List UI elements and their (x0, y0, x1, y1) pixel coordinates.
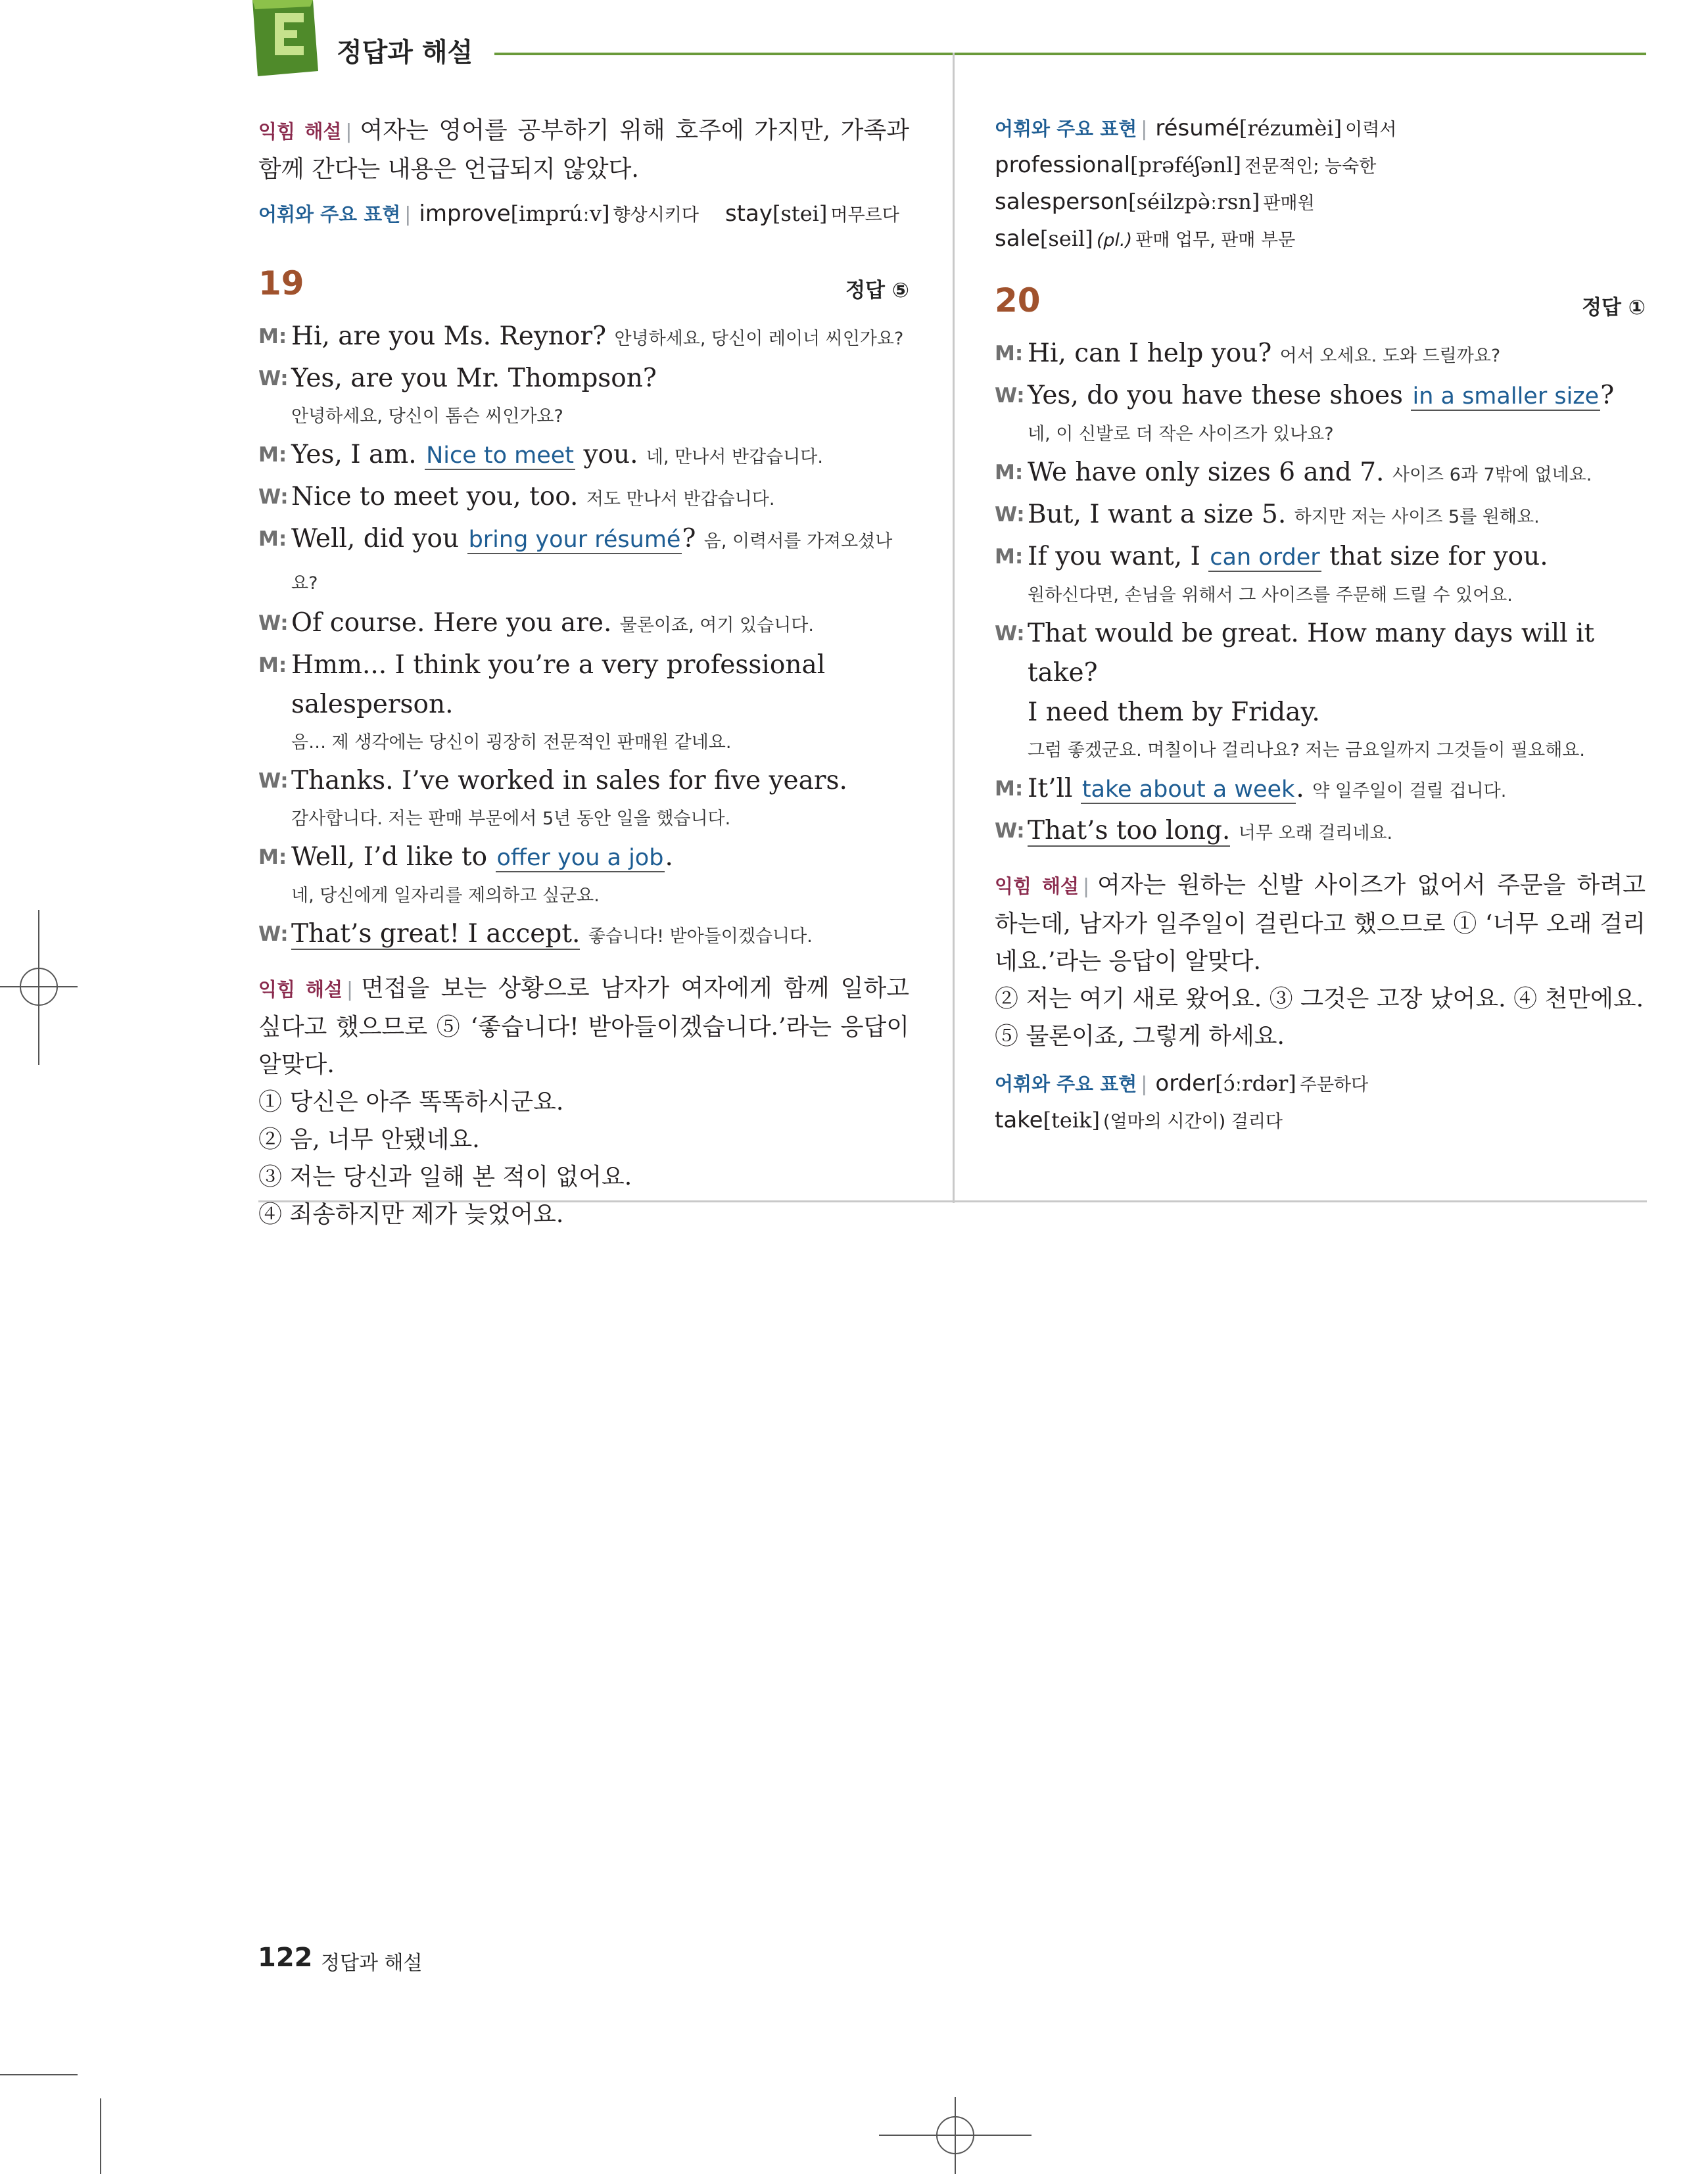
dialogue (258, 317, 909, 957)
vocab-phonetic: [teik] (1043, 1108, 1100, 1133)
dialogue-line (995, 614, 1646, 693)
translation-line: 그럼 좋겠군요. 며칠이나 걸리나요? 저는 금요일까지 그것들이 필요해요. (1028, 740, 1585, 761)
vocab-row (995, 222, 1646, 259)
explain-text: 면접을 보는 상황으로 남자가 여자에게 함께 일하고 싶다고 했으므로 ⑤ ‘좋습니다! 받아들이겠습니다.’라는 응답이 알맞다. (258, 975, 909, 1078)
english-text: We have only sizes 6 and 7. (1028, 458, 1385, 487)
english-text: That would be great. How many days will it take? (1028, 619, 1595, 688)
english-text: If you want, I (1028, 542, 1209, 571)
vocab-phonetic: [ɔ́ːrdər] (1215, 1071, 1296, 1096)
explain-text: 여자는 영어를 공부하기 위해 호주에 가지만, 가족과 함께 간다는 내용은 언급되지 않았다. (258, 117, 909, 183)
blank-answer: Nice to meet (426, 442, 575, 469)
crop-mark (0, 2074, 78, 2075)
dialogue-line (995, 693, 1646, 732)
english-text: Of course. Here you are. (291, 608, 612, 638)
prev-vocab: 어휘와 주요 표현 | résumé[rézumèi] 이력서 (995, 115, 1397, 141)
dialogue-line (258, 317, 909, 359)
answer-label: 정답 ⑤ (845, 279, 909, 302)
page-number: 122 (258, 1943, 313, 1973)
dialogue-line (258, 761, 909, 801)
question-header (258, 264, 909, 317)
registration-mark-icon (18, 966, 59, 1007)
explain-tag: 익힘 해설 (995, 875, 1079, 897)
korean-translation: 네, 만나서 반갑습니다. (646, 447, 823, 467)
dialogue-line (258, 646, 909, 724)
vocab-tag: 어휘와 주요 표현 (995, 118, 1137, 140)
english-text: Hi, are you Ms. Reynor? (291, 321, 607, 351)
speaker-label: M: (995, 777, 1024, 801)
answer-text: That’s too long. (1028, 816, 1231, 845)
option-line: ① 당신은 아주 똑똑하시군요. (258, 1089, 564, 1116)
prev-vocab: 어휘와 주요 표현 | improve[imprúːv] 향상시키다 stay[stei] 머무르다 (258, 201, 899, 227)
dialogue (995, 334, 1646, 853)
speaker-label: W: (995, 384, 1025, 408)
dialogue-line (995, 537, 1646, 577)
vocab-tag: 어휘와 주요 표현 (995, 1073, 1137, 1095)
dialogue-line (258, 477, 909, 519)
korean-translation: 저도 만나서 반갑습니다. (586, 489, 775, 509)
english-text: ? (682, 524, 696, 554)
dialogue-line (995, 769, 1646, 811)
korean-translation: 어서 오세요. 도와 드릴까요? (1279, 346, 1501, 366)
speaker-label: W: (995, 503, 1025, 527)
answer-text: That’s great! I accept. (291, 919, 581, 949)
translation-line: 네, 당신에게 일자리를 제의하고 싶군요. (291, 886, 600, 906)
speaker-label: M: (995, 545, 1024, 569)
blank-answer: offer you a job (496, 845, 664, 871)
vocab-note: (pl.) (1096, 230, 1133, 250)
vocab-tag: 어휘와 주요 표현 (258, 203, 401, 225)
header-title: 정답과 해설 (337, 37, 473, 68)
prev-explanation: 익힘 해설 | 여자는 영어를 공부하기 위해 호주에 가지만, 가족과 함께 간다는 내용은 언급되지 않았다. (258, 117, 909, 183)
option-line: ④ 죄송하지만 제가 늦었어요. (258, 1201, 564, 1228)
english-text: Hmm... I think you’re a very professional salesperson. (291, 650, 826, 719)
vocab-phonetic: [prəféʃənl] (1130, 153, 1241, 177)
dialogue-line (258, 838, 909, 878)
vocab: 어휘와 주요 표현 | order[ɔ́ːrdər] 주문하다 (995, 1070, 1369, 1097)
dialogue-line (258, 359, 909, 398)
vocab-meaning: 이력서 (1345, 120, 1397, 140)
blank-answer: can order (1210, 544, 1320, 571)
blank-answer: bring your résumé (468, 527, 681, 553)
explain-tag: 익힘 해설 (258, 978, 343, 1001)
translation-line: 안녕하세요, 당신이 톰슨 씨인가요? (291, 406, 563, 427)
dialogue-line (995, 495, 1646, 537)
vocab-word: professional (995, 152, 1131, 178)
speaker-label: M: (995, 461, 1024, 484)
english-text: that size for you. (1321, 542, 1548, 571)
vocab-phonetic: [rézumèi] (1239, 116, 1342, 141)
english-text: . (1296, 774, 1304, 803)
dialogue-line (258, 519, 909, 603)
vocab-word: improve (419, 201, 511, 227)
option-line: ③ 저는 당신과 일해 본 적이 없어요. (258, 1164, 632, 1191)
english-text: Yes, I am. (291, 440, 425, 469)
answer-label: 정답 ① (1582, 296, 1646, 319)
speaker-label: M: (258, 443, 287, 467)
translation-line: 감사합니다. 저는 판매 부문에서 5년 동안 일을 했습니다. (291, 809, 731, 829)
speaker-label: W: (258, 611, 289, 635)
dialogue-line (995, 334, 1646, 376)
registration-mark-icon (935, 2115, 976, 2156)
english-text: But, I want a size 5. (1028, 500, 1287, 529)
vocab-row (995, 185, 1646, 222)
english-text: Yes, do you have these shoes (1028, 381, 1411, 410)
vocab-phonetic: [imprúːv] (510, 201, 610, 226)
option-line: ② 음, 너무 안됐네요. (258, 1126, 480, 1153)
vocab-meaning: 향상시키다 (613, 205, 699, 225)
vocab-word: stay (724, 201, 772, 227)
right-column (995, 112, 1646, 1141)
speaker-label: M: (258, 527, 287, 551)
blank-answer: take about a week (1081, 776, 1295, 803)
chapter-logo-icon (250, 0, 322, 78)
korean-translation: 음, 이력서를 가져오셨나요? (291, 531, 893, 594)
korean-translation: 약 일주일이 걸릴 겁니다. (1312, 781, 1507, 801)
english-text: I need them by Friday. (1028, 697, 1320, 727)
korean-translation: 사이즈 6과 7밖에 없네요. (1392, 465, 1592, 485)
explain-text: 여자는 원하는 신발 사이즈가 없어서 주문을 하려고 하는데, 남자가 일주일이 걸린다고 했으므로 ① ‘너무 오래 걸리네요.’라는 응답이 알맞다. (995, 872, 1646, 975)
english-text: It’ll (1028, 774, 1081, 803)
korean-translation: 좋습니다! 받아들이겠습니다. (588, 926, 813, 947)
option-line: ⑤ 물론이죠, 그렇게 하세요. (995, 1023, 1285, 1050)
question-header (995, 281, 1646, 334)
speaker-label: W: (258, 367, 289, 390)
dialogue-line (258, 914, 909, 957)
vocab-word: sale (995, 225, 1040, 252)
speaker-label: W: (258, 769, 289, 793)
vocab-word: salesperson (995, 189, 1129, 215)
speaker-label: M: (258, 653, 287, 677)
translation-line: 음… 제 생각에는 당신이 굉장히 전문적인 판매원 같네요. (291, 732, 732, 753)
english-text: Well, did you (291, 524, 467, 554)
explanation: 익힘 해설 | 여자는 원하는 신발 사이즈가 없어서 주문을 하려고 하는데, 남자가 일주일이 걸린다고 했으므로 ① ‘너무 오래 걸리네요.’라는 응답이 알맞다. (995, 872, 1646, 975)
speaker-label: W: (995, 622, 1025, 646)
vocab-meaning: 판매 업무, 판매 부문 (1135, 230, 1296, 250)
vocab-meaning: 주문하다 (1299, 1075, 1369, 1095)
english-text: Well, I’d like to (291, 842, 496, 872)
vocab-meaning: 전문적인; 능숙한 (1245, 156, 1377, 177)
english-text: Hi, can I help you? (1028, 339, 1272, 368)
explain-tag: 익힘 해설 (258, 120, 342, 143)
vocab-meaning: 판매원 (1263, 193, 1315, 214)
vocab-row (995, 1104, 1646, 1141)
vocab-word: résumé (1155, 115, 1239, 141)
speaker-label: W: (258, 485, 289, 509)
dialogue-line (995, 453, 1646, 495)
english-text: Nice to meet you, too. (291, 482, 579, 511)
crop-mark (100, 2098, 101, 2174)
header-rule (494, 53, 1646, 55)
option-line: ② 저는 여기 새로 왔어요. ③ 그것은 고장 났어요. ④ 천만에요. (995, 985, 1644, 1012)
dialogue-line (258, 435, 909, 477)
question-number: 19 (258, 264, 304, 302)
speaker-label: W: (995, 819, 1025, 843)
vocab-phonetic: [séilzpə̀ːrsn] (1128, 189, 1260, 214)
english-text: . (665, 842, 673, 872)
korean-translation: 안녕하세요, 당신이 레이너 씨인가요? (614, 329, 904, 349)
vocab-row (995, 149, 1646, 185)
translation-line: 네, 이 신발로 더 작은 사이즈가 있나요? (1028, 424, 1334, 444)
vocab-meaning: (얼마의 시간이) 걸리다 (1103, 1112, 1283, 1132)
left-column (258, 112, 909, 1233)
speaker-label: M: (995, 342, 1024, 366)
english-text: you. (575, 440, 638, 469)
explanation: 익힘 해설 | 면접을 보는 상황으로 남자가 여자에게 함께 일하고 싶다고 했으므로 ⑤ ‘좋습니다! 받아들이겠습니다.’라는 응답이 알맞다. (258, 975, 909, 1078)
korean-translation: 너무 오래 걸리네요. (1238, 823, 1393, 843)
speaker-label: W: (258, 922, 289, 946)
column-divider (953, 53, 955, 1203)
speaker-label: M: (258, 325, 287, 348)
question-number: 20 (995, 281, 1041, 319)
speaker-label: M: (258, 845, 287, 869)
vocab-meaning: 머무르다 (830, 205, 899, 225)
blank-answer: in a smaller size (1412, 383, 1600, 410)
vocab-word: take (995, 1107, 1043, 1133)
dialogue-line (995, 376, 1646, 416)
footer-label: 정답과 해설 (321, 1952, 423, 1975)
dialogue-line (258, 603, 909, 646)
english-text: Yes, are you Mr. Thompson? (291, 364, 657, 393)
vocab-phonetic: [stei] (772, 201, 828, 226)
vocab-phonetic: [seil] (1039, 226, 1093, 251)
english-text: Thanks. I’ve worked in sales for five years. (291, 766, 847, 795)
vocab-word: order (1155, 1070, 1216, 1097)
translation-line: 원하신다면, 손님을 위해서 그 사이즈를 주문해 드릴 수 있어요. (1028, 585, 1513, 605)
english-text: ? (1600, 381, 1615, 410)
korean-translation: 하지만 저는 사이즈 5를 원해요. (1294, 507, 1540, 527)
korean-translation: 물론이죠, 여기 있습니다. (619, 615, 814, 636)
dialogue-line (995, 811, 1646, 853)
